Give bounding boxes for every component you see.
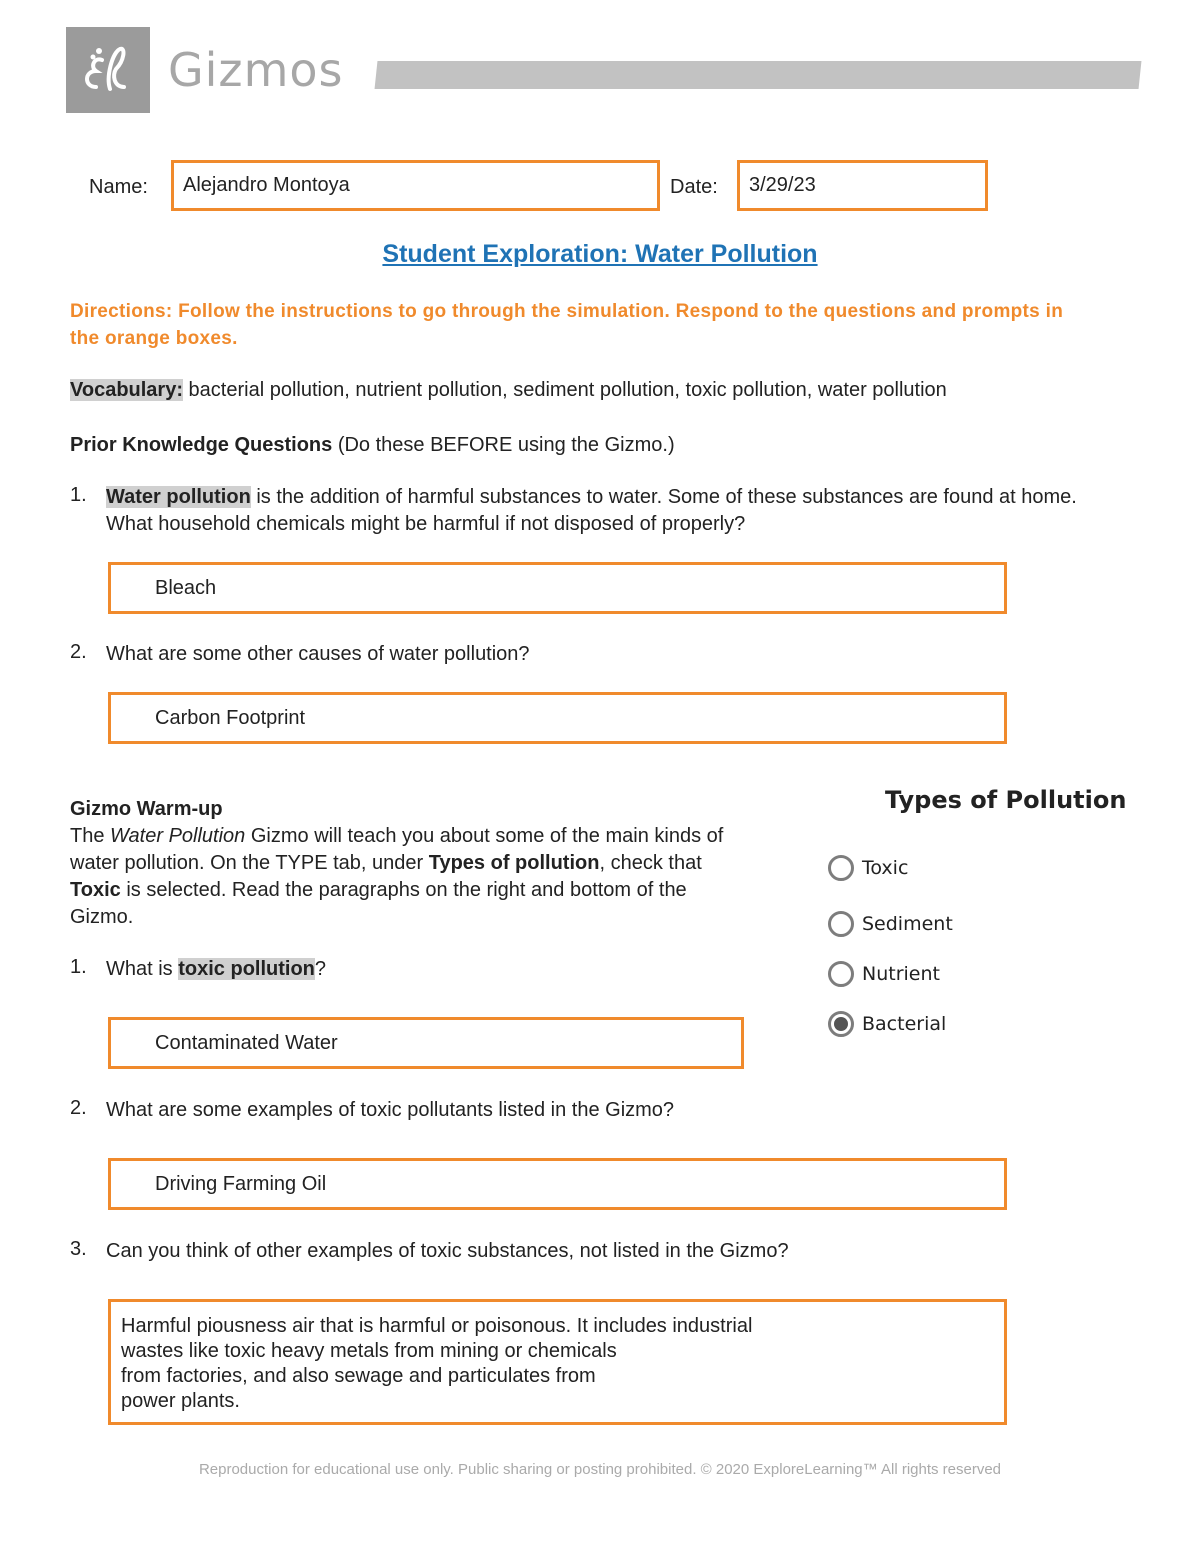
radio-button[interactable] [828,961,854,987]
answer-text: Contaminated Water [155,1031,338,1054]
radio-button[interactable] [828,911,854,937]
radio-option-sediment[interactable] [828,911,953,937]
radio-selected-dot [834,1017,848,1031]
question-text: What is [106,958,179,980]
answer-text: Driving Farming Oil [155,1172,327,1195]
answer-line: power plants. [121,1390,240,1412]
term-water-pollution: Water pollution [106,486,251,508]
page-title: Student Exploration: Water Pollution [382,240,818,268]
vocabulary-terms: bacterial pollution, nutrient pollution, sediment pollution, toxic pollution, water pollution [183,379,947,401]
toxic-term: Toxic [70,879,121,901]
prior-question-1-text: is the addition of harmful substances to water. Some of these substances are found at home. What household chemicals might be harmful if not disposed of properly? [106,486,1077,535]
name-field[interactable] [171,160,660,211]
radio-button-selected[interactable] [828,1011,854,1037]
warmup-text: Gizmo will teach you about some of the main kinds of water pollution. On the TYPE tab, under [70,825,724,874]
radio-option-nutrient[interactable] [828,961,940,987]
question-number: 1. [70,484,87,506]
warmup-text: The [70,825,111,847]
radio-option-toxic[interactable] [828,855,908,881]
warmup-heading: Gizmo Warm-up [70,798,223,820]
question-number: 3. [70,1238,87,1260]
answer-line: wastes like toxic heavy metals from mining or chemicals [121,1340,617,1362]
radio-label: Toxic [862,857,909,879]
warmup-question-1 [106,956,706,983]
date-field[interactable] [737,160,988,211]
warmup-text: , check that [599,852,702,874]
radio-option-bacterial[interactable] [828,1011,946,1037]
warmup-question-3: Can you think of other examples of toxic substances, not listed in the Gizmo? [106,1240,789,1262]
answer-box-warmup-1[interactable] [108,1017,744,1069]
answer-line: from factories, and also sewage and particulates from [121,1365,596,1387]
directions: Directions: Follow the instructions to go through the simulation. Respond to the questions and prompts in the orange boxes. [70,301,1064,349]
date-label: Date: [670,176,718,198]
radio-label: Nutrient [862,963,940,985]
types-panel-title: Types of Pollution [885,786,1127,814]
question-number: 2. [70,1097,87,1119]
prior-knowledge-note: (Do these BEFORE using the Gizmo.) [332,434,675,456]
name-value: Alejandro Montoya [183,174,350,196]
types-of-pollution-term: Types of pollution [428,852,600,874]
name-label: Name: [89,176,148,198]
answer-box-prior-2[interactable] [108,692,1007,744]
warmup-text: is selected. Read the paragraphs on the right and bottom of the Gizmo. [70,879,687,928]
footer-copyright: Reproduction for educational use only. Public sharing or posting prohibited. © 2020 ExploreLearning™ All rights reserved [198,1461,1002,1478]
gizmo-name: Water Pollution [110,825,246,847]
prior-knowledge-title: Prior Knowledge Questions [70,434,333,456]
prior-question-2: What are some other causes of water pollution? [106,643,530,665]
term-toxic-pollution: toxic pollution [178,958,315,980]
warmup-paragraph [70,823,740,931]
warmup-question-2: What are some examples of toxic pollutants listed in the Gizmo? [106,1099,675,1121]
question-number: 2. [70,641,87,663]
answer-text: Carbon Footprint [155,706,306,729]
answer-line: Harmful piousness air that is harmful or poisonous. It includes industrial [121,1315,753,1337]
date-value: 3/29/23 [749,174,816,196]
vocabulary [70,377,1130,404]
answer-box-warmup-3[interactable] [108,1299,1007,1425]
question-number: 1. [70,956,87,978]
radio-button[interactable] [828,855,854,881]
prior-question-1 [106,484,1106,538]
question-text: ? [314,958,327,980]
answer-box-warmup-2[interactable] [108,1158,1007,1210]
radio-label: Sediment [862,913,953,935]
radio-label: Bacterial [862,1013,947,1035]
brand-name: Gizmos [168,43,344,97]
answer-box-prior-1[interactable] [108,562,1007,614]
answer-text: Bleach [155,576,217,599]
header-bar [375,61,1142,89]
prior-knowledge-heading [70,432,1130,459]
explorelearning-logo-icon [66,27,150,113]
vocabulary-label: Vocabulary: [70,379,183,401]
